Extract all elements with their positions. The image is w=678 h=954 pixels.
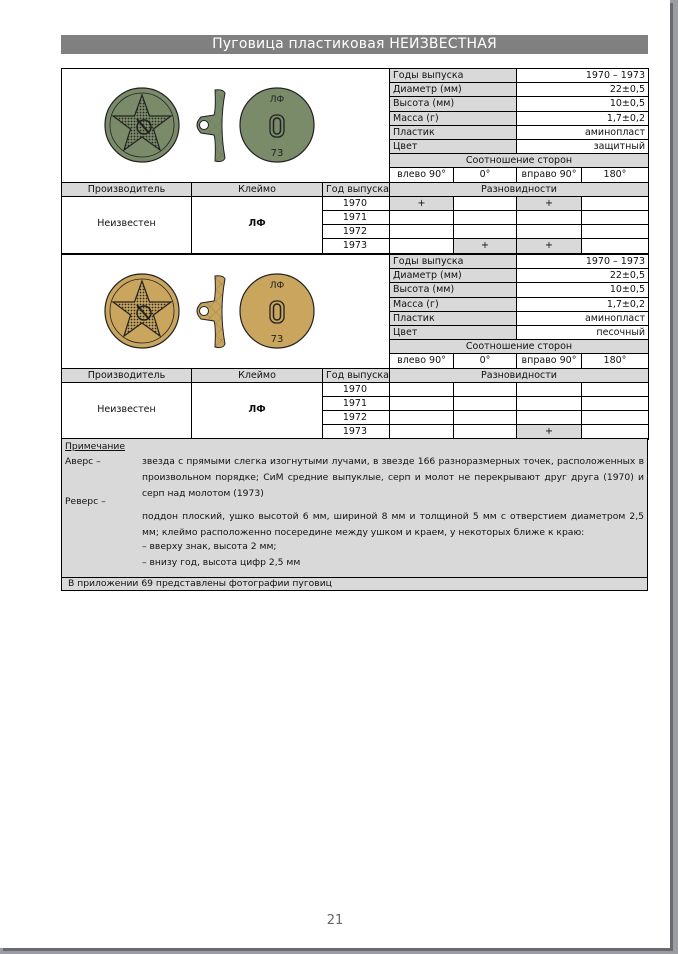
reverse-side-image <box>240 274 314 348</box>
maker-cell: Неизвестен <box>61 382 192 440</box>
variant-mark-cell <box>516 224 582 239</box>
obverse-label: Аверс – <box>65 456 101 467</box>
spec-label: Годы выпуска <box>389 254 517 269</box>
variant-mark-cell <box>581 382 649 397</box>
variant-mark-cell <box>389 396 454 411</box>
spec-label: Диаметр (мм) <box>389 268 517 283</box>
spec-label: Высота (мм) <box>389 96 517 111</box>
ratio-label: влево 90° <box>389 353 454 368</box>
header-mark: Клеймо <box>191 368 323 383</box>
variant-mark-cell <box>516 210 582 225</box>
variant-mark-cell <box>453 382 517 397</box>
header-year: Год выпуска <box>322 368 390 383</box>
variant-mark-cell <box>453 224 517 239</box>
ratio-label: влево 90° <box>389 167 454 182</box>
spec-value: аминопласт <box>516 125 649 140</box>
ratio-header: Соотношение сторон <box>389 153 649 168</box>
variant-mark-cell <box>516 382 582 397</box>
variant-mark-cell: + <box>516 424 582 439</box>
spec-value: 10±0,5 <box>516 96 649 111</box>
variant-mark-cell: + <box>516 238 582 253</box>
spec-value: песочный <box>516 325 649 340</box>
profile-side-image <box>197 276 225 348</box>
variant-mark-cell <box>389 210 454 225</box>
mark-cell: ЛФ <box>191 196 323 254</box>
variant-mark-cell <box>453 396 517 411</box>
variant-mark-cell <box>581 410 649 425</box>
variant-mark-cell <box>389 410 454 425</box>
spec-value: 1,7±0,2 <box>516 111 649 126</box>
header-mark: Клеймо <box>191 182 323 197</box>
variant-mark-cell <box>581 210 649 225</box>
ratio-label: вправо 90° <box>516 167 582 182</box>
ratio-label: 180° <box>581 167 649 182</box>
spec-value: 22±0,5 <box>516 82 649 97</box>
spec-label: Пластик <box>389 125 517 140</box>
spec-label: Цвет <box>389 325 517 340</box>
reverse-side-image <box>240 88 314 162</box>
year-cell: 1973 <box>322 238 390 253</box>
spec-value: 10±0,5 <box>516 282 649 297</box>
year-cell: 1970 <box>322 382 390 397</box>
maker-cell: Неизвестен <box>61 196 192 254</box>
header-maker: Производитель <box>61 182 192 197</box>
profile-side-image <box>197 90 225 162</box>
reverse-item: – внизу год, высота цифр 2,5 мм <box>142 557 301 568</box>
variant-mark-cell: + <box>453 238 517 253</box>
variant-mark-cell <box>581 196 649 211</box>
spec-value: 1970 – 1973 <box>516 254 649 269</box>
variant-mark-cell <box>581 396 649 411</box>
reverse-year-text: 73 <box>270 334 284 345</box>
variant-mark-cell <box>453 210 517 225</box>
variant-mark-cell <box>581 224 649 239</box>
year-cell: 1971 <box>322 396 390 411</box>
reverse-text: поддон плоский, ушко высотой 6 мм, шириной 8 мм и толщиной 5 мм с отверстием диаметром 2,5 мм; клеймо расположенно посередине между ушком и краем, у некоторых ближе к краю: <box>142 511 644 538</box>
year-cell: 1972 <box>322 410 390 425</box>
variant-mark-cell <box>453 410 517 425</box>
year-cell: 1973 <box>322 424 390 439</box>
spec-value: аминопласт <box>516 311 649 326</box>
variant-mark-cell <box>516 396 582 411</box>
spec-value: 22±0,5 <box>516 268 649 283</box>
variant-mark-cell <box>453 196 517 211</box>
page-title: Пуговица пластиковая НЕИЗВЕСТНАЯ <box>61 35 648 54</box>
year-cell: 1972 <box>322 224 390 239</box>
header-maker: Производитель <box>61 368 192 383</box>
year-cell: 1971 <box>322 210 390 225</box>
obverse-text: звезда с прямыми слегка изогнутыми лучами, в звезде 166 разноразмерных точек, расположенных в произвольном порядке; СиМ средние выпуклые, серп и молот не перекрывают друг друга (1970) и серп над молотом (1973) <box>142 456 644 499</box>
spec-value: защитный <box>516 139 649 154</box>
spec-label: Высота (мм) <box>389 282 517 297</box>
spec-label: Пластик <box>389 311 517 326</box>
ratio-header: Соотношение сторон <box>389 339 649 354</box>
mark-cell: ЛФ <box>191 382 323 440</box>
header-variants: Разновидности <box>389 182 649 197</box>
notes-box <box>61 438 648 578</box>
appendix-note: В приложении 69 представлены фотографии пуговиц <box>61 577 648 591</box>
reverse-mark-text: ЛФ <box>269 95 285 105</box>
ratio-label: вправо 90° <box>516 353 582 368</box>
ratio-label: 0° <box>453 353 517 368</box>
obverse-side-image <box>105 88 179 162</box>
variant-mark-cell <box>516 410 582 425</box>
reverse-year-text: 73 <box>270 148 284 159</box>
variant-mark-cell <box>389 238 454 253</box>
spec-label: Масса (г) <box>389 297 517 312</box>
page-number: 21 <box>326 913 344 928</box>
header-variants: Разновидности <box>389 368 649 383</box>
spec-label: Годы выпуска <box>389 68 517 83</box>
header-year: Год выпуска <box>322 182 390 197</box>
spec-label: Диаметр (мм) <box>389 82 517 97</box>
year-cell: 1970 <box>322 196 390 211</box>
variant-mark-cell: + <box>389 196 454 211</box>
button-illustration <box>61 68 390 183</box>
reverse-label: Реверс – <box>65 496 106 507</box>
reverse-mark-text: ЛФ <box>269 281 285 291</box>
spec-label: Цвет <box>389 139 517 154</box>
variant-mark-cell: + <box>516 196 582 211</box>
variant-mark-cell <box>389 382 454 397</box>
spec-value: 1970 – 1973 <box>516 68 649 83</box>
button-illustration <box>61 254 390 369</box>
variant-mark-cell <box>581 238 649 253</box>
ratio-label: 0° <box>453 167 517 182</box>
notes-heading: Примечание <box>65 441 125 452</box>
spec-label: Масса (г) <box>389 111 517 126</box>
variant-mark-cell <box>389 224 454 239</box>
obverse-side-image <box>105 274 179 348</box>
ratio-label: 180° <box>581 353 649 368</box>
reverse-item: – вверху знак, высота 2 мм; <box>142 541 277 552</box>
spec-value: 1,7±0,2 <box>516 297 649 312</box>
